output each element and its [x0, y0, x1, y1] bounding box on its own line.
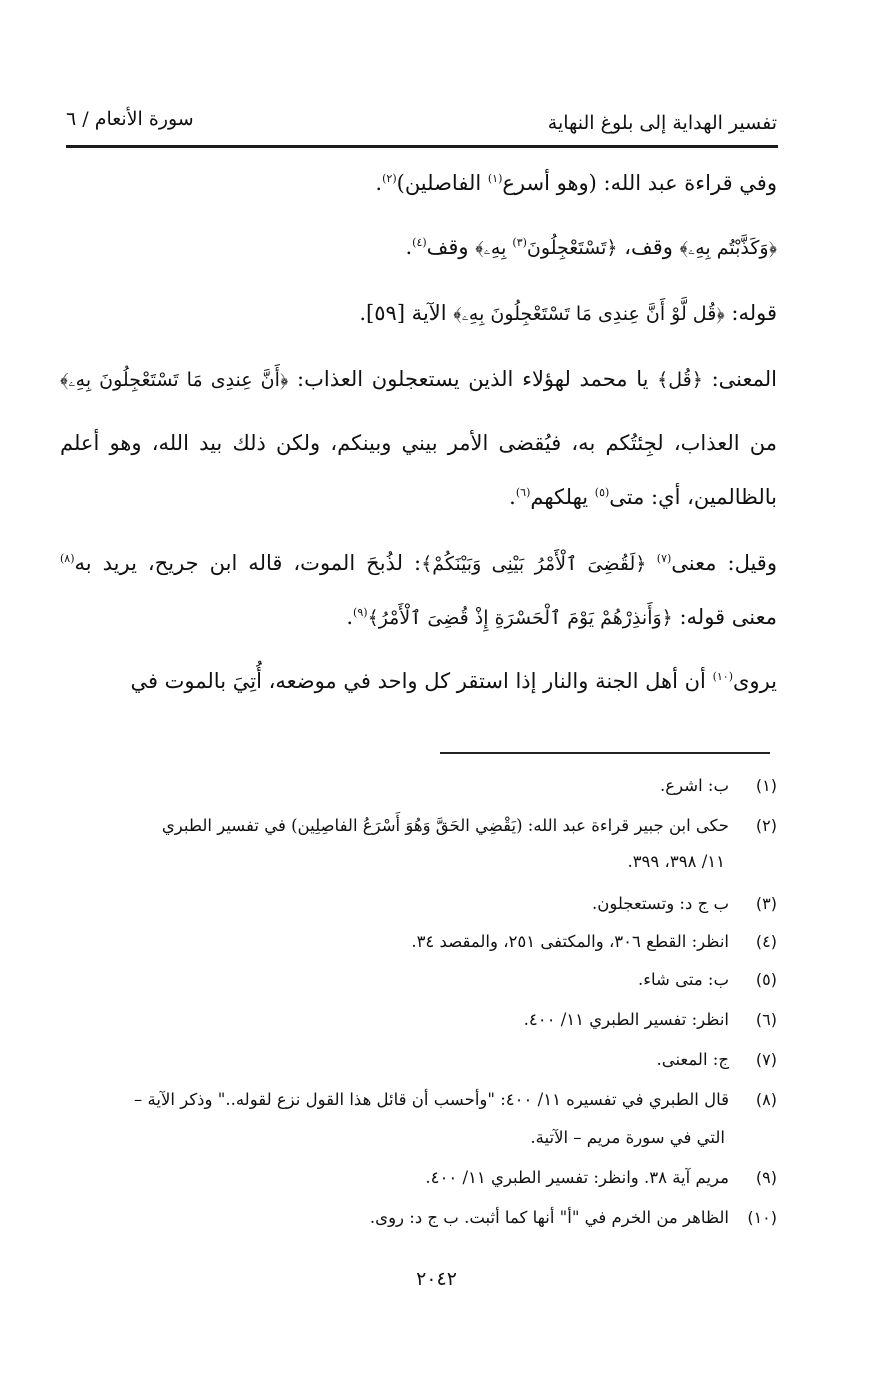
footnote-4 — [60, 928, 777, 956]
footnote-3 — [60, 890, 777, 918]
footnote-1 — [60, 772, 777, 800]
footnote-6 — [60, 1006, 777, 1034]
footnote-marker: (٢) — [755, 816, 777, 835]
text-segment: الآية [٥٩]. — [359, 301, 454, 325]
body-line-4 — [60, 362, 777, 397]
footnote-marker: (١٠) — [747, 1208, 777, 1227]
surah-label: سورة الأنعام / ٦ — [66, 108, 194, 130]
footnote-marker: (٩) — [755, 1168, 777, 1187]
footnote-marker: (١) — [755, 776, 777, 795]
footnote-8 — [60, 1086, 777, 1114]
footnote-text: مريم آية ٣٨. وانظر: تفسير الطبري ١١/ ٤٠٠. — [425, 1168, 729, 1187]
footnote-text: قال الطبري في تفسيره ١١/ ٤٠٠: "وأحسب أن قائل هذا القول نزع لقوله.." وذكر الآية – — [134, 1090, 729, 1109]
footnote-text: الظاهر من الخرم في "أ" أنها كما أثبت. ب ج د: روى. — [369, 1208, 729, 1227]
quran-quote: بِهِۦ﴾ — [475, 237, 513, 259]
footnote-ref: (٢) — [382, 172, 397, 185]
body-line-6 — [60, 480, 777, 514]
text-segment: الفاصلين) — [396, 171, 488, 195]
footnote-marker: (٧) — [755, 1050, 777, 1069]
footnote-5 — [60, 966, 777, 994]
page-number: ٢٠٤٢ — [416, 1268, 457, 1290]
body-line-9 — [60, 664, 777, 698]
text-segment: وقف، — [617, 235, 680, 259]
footnote-text: ب: متى شاء. — [637, 970, 729, 989]
text-segment: قوله: — [724, 301, 777, 325]
text-segment: . — [509, 485, 516, 509]
text-segment: المعنى: — [702, 367, 777, 391]
footnote-text: ب: اشرع. — [660, 776, 729, 795]
text-segment: يروى — [732, 669, 777, 693]
footnote-2-continued: ١١/ ٣٩٨، ٣٩٩. — [627, 852, 725, 871]
text-segment: وقيل: معنى — [671, 551, 777, 575]
body-line-5: من العذاب، لجِئتُكم به، فيُقضى الأمر بيني وبينكم، ولكن ذلك بيد الله، وهو أعلم — [60, 431, 777, 455]
text-segment: . — [405, 235, 413, 259]
text-segment: يهلكهم — [530, 485, 595, 509]
footnote-ref: (٥) — [594, 486, 610, 499]
text-segment: أن أهل الجنة والنار إذا استقر كل واحد في موضعه، أُتِيَ بالموت في — [130, 669, 713, 693]
footnote-ref: (٣) — [512, 236, 527, 249]
footnote-7 — [60, 1046, 777, 1074]
footnote-text: انظر: تفسير الطبري ١١/ ٤٠٠. — [523, 1010, 729, 1029]
footnote-text: حكى ابن جبير قراءة عبد الله: (يَقْضِي الحَقَّ وَهُوَ أَسْرَعُ الفاصِلِين) في تفسير الطبري — [161, 816, 729, 835]
footnote-10 — [60, 1204, 777, 1232]
text-segment: وفي قراءة عبد الله: (وهو أسرع — [502, 171, 777, 195]
text-segment: وقف — [426, 235, 476, 259]
quran-quote: ﴿وَأَنذِرْهُمْ يَوْمَ ٱلْحَسْرَةِ إِذْ قُضِىَ ٱلْأَمْرُ﴾ — [367, 607, 673, 629]
footnote-ref: (٨) — [60, 552, 75, 565]
footnote-9 — [60, 1164, 777, 1192]
text-segment: . — [375, 171, 383, 195]
header-divider — [66, 145, 778, 148]
footnote-divider — [440, 752, 770, 754]
text-segment: يا محمد لهؤلاء الذين يستعجلون العذاب: — [288, 367, 658, 391]
body-line-3 — [60, 296, 777, 331]
footnote-ref: (٩) — [353, 606, 368, 619]
text-segment: بالظالمين، أي: متى — [609, 485, 777, 509]
footnote-text: ج: المعنى. — [656, 1050, 729, 1069]
quran-quote: ﴿وَكَذَّبْتُم بِهِۦ﴾ — [679, 237, 777, 259]
text-segment: . — [346, 605, 354, 629]
quran-quote: ﴿أَنَّ عِندِى مَا تَسْتَعْجِلُونَ بِهِۦ﴾ — [60, 369, 289, 391]
footnote-ref: (٧) — [656, 552, 672, 565]
footnote-ref: (١٠) — [712, 670, 733, 683]
text-segment: معنى قوله: — [672, 605, 777, 629]
footnote-text: ب ج د: وتستعجلون. — [591, 894, 729, 913]
footnote-marker: (٤) — [755, 932, 777, 951]
footnote-ref: (١) — [487, 172, 503, 185]
quran-quote: ﴿لَقُضِىَ ٱلْأَمْرُ بَيْنِى وَبَيْنَكُمْ﴾ — [421, 553, 657, 575]
body-line-7 — [60, 546, 777, 581]
footnote-8-continued: التي في سورة مريم – الآتية. — [530, 1128, 725, 1147]
footnote-text: انظر: القطع ٣٠٦، والمكتفى ٢٥١، والمقصد ٣٤. — [411, 932, 729, 951]
body-line-2 — [60, 230, 777, 265]
footnote-2 — [60, 812, 777, 840]
footnote-marker: (٨) — [755, 1090, 777, 1109]
footnote-ref: (٤) — [412, 236, 427, 249]
book-title: تفسير الهداية إلى بلوغ النهاية — [547, 112, 777, 134]
footnote-marker: (٥) — [755, 970, 777, 989]
text-segment: : لذُبحَ الموت، قاله ابن جريح، يريد به — [74, 551, 422, 575]
quran-quote: ﴿قُل لَّوْ أَنَّ عِندِى مَا تَسْتَعْجِلُونَ بِهِۦ﴾ — [453, 303, 725, 325]
body-line-1 — [60, 166, 777, 200]
footnote-ref: (٦) — [515, 486, 531, 499]
body-line-8 — [60, 600, 777, 635]
footnote-marker: (٣) — [755, 894, 777, 913]
quran-quote: ﴿تَسْتَعْجِلُونَ — [526, 237, 618, 259]
footnote-marker: (٦) — [755, 1010, 777, 1029]
quran-quote: ﴿قُل﴾ — [657, 369, 703, 391]
